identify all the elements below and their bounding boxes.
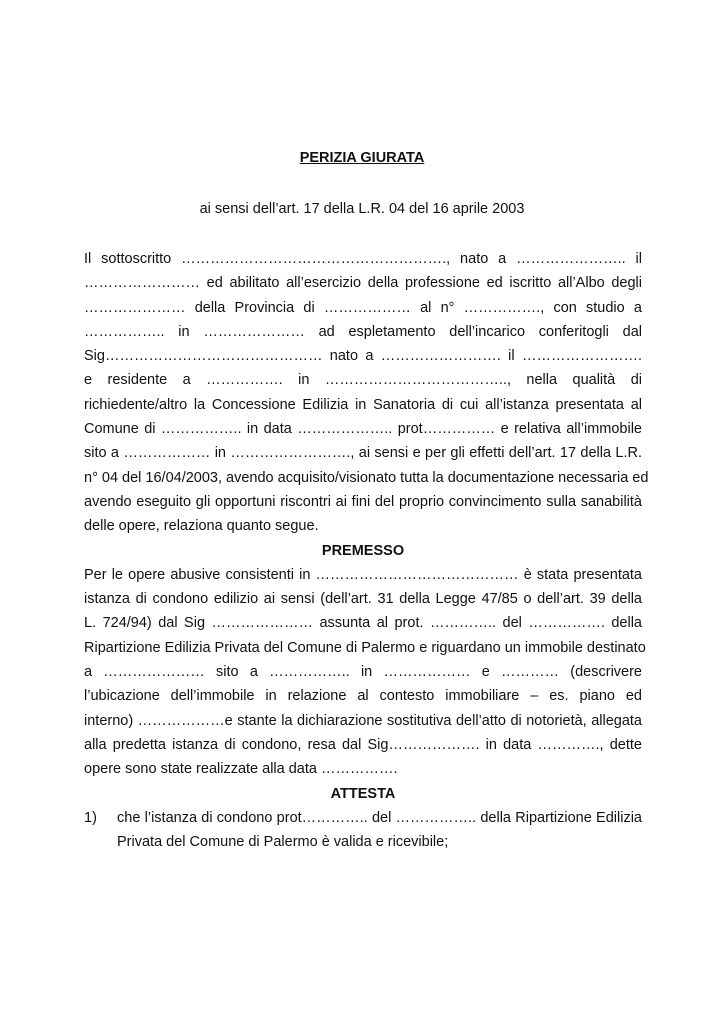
attesta-heading: ATTESTA [330, 785, 396, 802]
paragraph-line: istanza di condono edilizio ai sensi (dell’art. 31 della Legge 47/85 o dell’art. 39 della [84, 591, 642, 608]
paragraph-line: Per le opere abusive consistenti in …………………………………… è stata presentata [84, 566, 642, 583]
paragraph-line: Sig……………………………………… nato a ……………………. il ……………………. [84, 348, 642, 365]
paragraph-line: a ………………… sito a …………….. in ……………… e ………… (descrivere [84, 664, 642, 681]
document-subtitle: ai sensi dell’art. 17 della L.R. 04 del 16 aprile 2003 [199, 201, 525, 217]
paragraph-line: sito a ……………… in ……………………., ai sensi e per gli effetti dell’art. 17 della L.R. [84, 445, 642, 462]
paragraph-introduction [84, 247, 649, 539]
paragraph-line: alla predetta istanza di condono, resa dal Sig………………. in data …………., dette [84, 736, 642, 753]
premesso-heading: PREMESSO [321, 542, 405, 559]
paragraph-line: …………………… ed abilitato all’esercizio della professione ed iscritto all’Albo degli [84, 275, 642, 292]
paragraph-line: opere sono state realizzate alla data ……………. [84, 761, 398, 778]
paragraph-line: …………….. in ………………… ad espletamento dell’incarico conferitogli dal [84, 323, 642, 340]
list-item-number: 1) [84, 809, 97, 826]
paragraph-line: Comune di …………….. in data ……………….. prot…………… e relativa all’immobile [84, 421, 642, 438]
paragraph-line: avendo eseguito gli opportuni riscontri ai fini del proprio convincimento sulla sanabilità [84, 493, 642, 510]
paragraph-line: ………………… della Provincia di ……………… al n° ……………., con studio a [84, 299, 642, 316]
list-item-line [84, 806, 642, 830]
paragraph-line: n° 04 del 16/04/2003, avendo acquisito/visionato tutta la documentazione necessaria ed [84, 469, 649, 486]
paragraph-line: L. 724/94) dal Sig ………………… assunta al prot. ………….. del ……………. della [84, 615, 642, 632]
paragraph-line: e residente a ……………. in ……………………………….., nella qualità di [84, 372, 642, 389]
paragraph-line: richiedente/altro la Concessione Edilizia in Sanatoria di cui all’istanza presentata al [84, 396, 642, 413]
document-body [84, 247, 649, 854]
paragraph-line: l’ubicazione dell’immobile in relazione al contesto immobiliare – es. piano ed [84, 688, 642, 705]
paragraph-line: delle opere, relaziona quanto segue. [84, 518, 319, 535]
list-item-text: che l’istanza di condono prot………….. del …………….. della Ripartizione Edilizia [117, 809, 642, 826]
paragraph-line: Il sottoscritto ………………………………………………., nato a ………………….. il [84, 251, 642, 267]
paragraph-line: interno) ………………e stante la dichiarazione sostitutiva dell’atto di notorietà, allegata [84, 712, 642, 729]
paragraph-line: Ripartizione Edilizia Privata del Comune di Palermo e riguardano un immobile destinato [84, 639, 646, 656]
paragraph-premesso [84, 563, 646, 782]
list-item-line: Privata del Comune di Palermo è valida e ricevibile; [117, 834, 449, 851]
document-title: PERIZIA GIURATA [299, 150, 425, 166]
attesta-item-1 [84, 806, 642, 855]
